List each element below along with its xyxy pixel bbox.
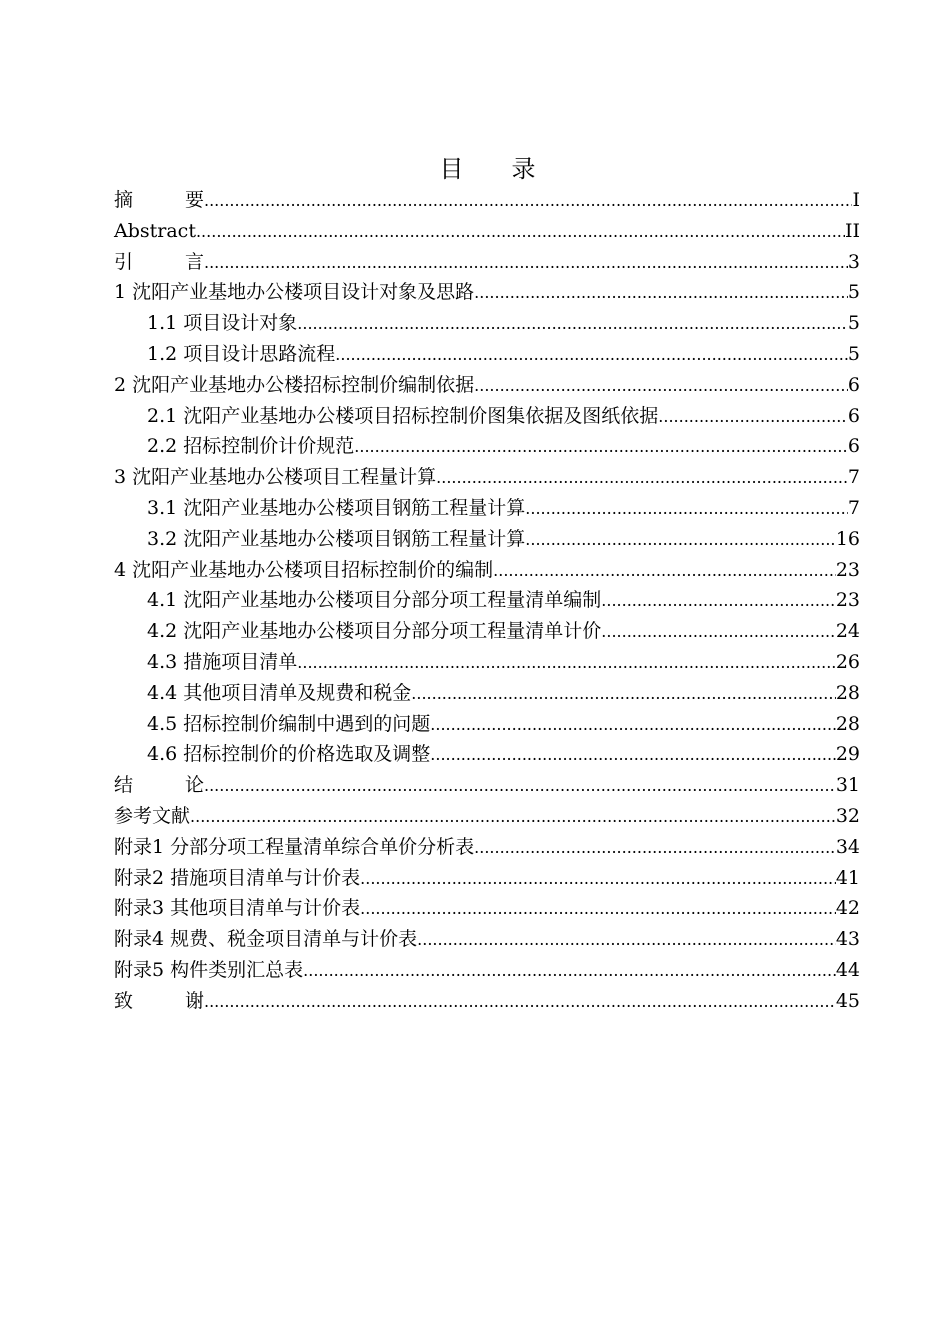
toc-leader-dots [474, 278, 848, 309]
toc-leader-dots [360, 894, 836, 925]
toc-page-number: 43 [835, 928, 860, 951]
toc-entry-label: Abstract [114, 219, 196, 242]
toc-entry[interactable] [114, 431, 860, 462]
toc-leader-dots [360, 864, 836, 895]
toc-leader-dots [354, 432, 848, 463]
toc-page-number: 26 [835, 650, 860, 673]
toc-entry-label: 4.5 招标控制价编制中遇到的问题 [147, 712, 431, 735]
toc-page-number: 34 [835, 835, 860, 858]
toc-entry[interactable] [114, 493, 860, 524]
table-of-contents [114, 185, 860, 1017]
toc-leader-dots [411, 679, 836, 710]
toc-entry[interactable] [114, 739, 860, 770]
toc-entry[interactable] [114, 308, 860, 339]
toc-entry[interactable] [114, 585, 860, 616]
toc-page-number: 28 [835, 681, 860, 704]
toc-leader-dots [204, 771, 836, 802]
toc-leader-dots [474, 833, 836, 864]
toc-page-number: 44 [835, 958, 860, 981]
toc-page-number: 42 [835, 897, 860, 920]
toc-entry[interactable] [114, 524, 860, 555]
toc-entry[interactable] [114, 709, 860, 740]
toc-entry-label: 参考文献 [114, 804, 191, 827]
toc-entry-label: 致 谢 [114, 989, 204, 1012]
toc-entry-label: 附录3 其他项目清单与计价表 [114, 897, 361, 920]
toc-entry-label: 2.1 沈阳产业基地办公楼项目招标控制价图集依据及图纸依据 [147, 404, 659, 427]
toc-leader-dots [204, 186, 852, 217]
toc-leader-dots [204, 248, 848, 279]
toc-leader-dots [474, 371, 848, 402]
toc-entry[interactable] [114, 247, 860, 278]
toc-page-number: 29 [835, 743, 860, 766]
toc-entry[interactable] [114, 955, 860, 986]
toc-entry[interactable] [114, 647, 860, 678]
toc-entry-label: 4.1 沈阳产业基地办公楼项目分部分项工程量清单编制 [147, 589, 602, 612]
toc-leader-dots [658, 402, 848, 433]
toc-entry-label: 1.1 项目设计对象 [147, 312, 298, 335]
toc-page-number: 23 [835, 558, 860, 581]
toc-entry-label: 2 沈阳产业基地办公楼招标控制价编制依据 [114, 373, 475, 396]
toc-page-number: I [852, 189, 860, 211]
toc-entry-label: 4.2 沈阳产业基地办公楼项目分部分项工程量清单计价 [147, 620, 602, 643]
toc-entry-label: 4.6 招标控制价的价格选取及调整 [147, 743, 431, 766]
toc-entry[interactable] [114, 185, 860, 216]
toc-entry-label: 附录5 构件类别汇总表 [114, 958, 304, 981]
toc-page-number: 6 [847, 404, 860, 427]
toc-entry-label: 附录2 措施项目清单与计价表 [114, 866, 361, 889]
toc-page-number: 32 [835, 804, 860, 827]
toc-leader-dots [436, 463, 848, 494]
toc-leader-dots [196, 217, 845, 248]
toc-entry-label: 1 沈阳产业基地办公楼项目设计对象及思路 [114, 281, 475, 304]
toc-title: 目 录 [439, 155, 536, 183]
toc-entry-label: 2.2 招标控制价计价规范 [147, 435, 355, 458]
toc-leader-dots [601, 586, 836, 617]
toc-leader-dots [493, 556, 836, 587]
toc-leader-dots [190, 802, 836, 833]
toc-page-number: 45 [835, 989, 860, 1012]
toc-page-number: 23 [835, 589, 860, 612]
toc-entry[interactable] [114, 924, 860, 955]
toc-leader-dots [525, 525, 836, 556]
toc-entry[interactable] [114, 555, 860, 586]
toc-entry[interactable] [114, 832, 860, 863]
toc-entry-label: 3.1 沈阳产业基地办公楼项目钢筋工程量计算 [147, 496, 526, 519]
toc-entry[interactable] [114, 370, 860, 401]
toc-page-number: 24 [835, 620, 860, 643]
toc-entry[interactable] [114, 277, 860, 308]
toc-page-number: II [844, 219, 860, 242]
toc-leader-dots [297, 309, 848, 340]
toc-leader-dots [335, 340, 848, 371]
toc-entry[interactable] [114, 986, 860, 1017]
toc-page-number: 5 [847, 312, 860, 335]
toc-page-number: 6 [847, 373, 860, 396]
toc-page-number: 3 [847, 250, 860, 273]
toc-entry-label: 附录1 分部分项工程量清单综合单价分析表 [114, 835, 475, 858]
toc-page-number: 6 [847, 435, 860, 458]
toc-leader-dots [525, 494, 848, 525]
toc-entry[interactable] [114, 863, 860, 894]
toc-entry-label: 4.4 其他项目清单及规费和税金 [147, 681, 412, 704]
toc-leader-dots [430, 710, 836, 741]
toc-leader-dots [204, 987, 836, 1018]
toc-entry-label: 4.3 措施项目清单 [147, 650, 298, 673]
toc-entry-label: 引 言 [114, 250, 204, 273]
toc-entry[interactable] [114, 616, 860, 647]
toc-entry-label: 摘 要 [114, 189, 204, 211]
toc-entry[interactable] [114, 401, 860, 432]
toc-page-number: 28 [835, 712, 860, 735]
toc-leader-dots [601, 617, 836, 648]
toc-page-number: 5 [847, 342, 860, 365]
toc-page-number: 16 [835, 527, 860, 550]
toc-entry[interactable] [114, 801, 860, 832]
toc-entry[interactable] [114, 770, 860, 801]
toc-entry[interactable] [114, 339, 860, 370]
toc-entry-label: 3.2 沈阳产业基地办公楼项目钢筋工程量计算 [147, 527, 526, 550]
toc-entry-label: 4 沈阳产业基地办公楼项目招标控制价的编制 [114, 558, 494, 581]
toc-leader-dots [417, 925, 836, 956]
toc-page-number: 7 [847, 466, 860, 489]
toc-leader-dots [430, 740, 836, 771]
toc-entry-label: 结 论 [114, 774, 204, 797]
toc-entry[interactable] [114, 216, 860, 247]
toc-entry[interactable] [114, 462, 860, 493]
toc-entry[interactable] [114, 678, 860, 709]
toc-leader-dots [303, 956, 836, 987]
toc-entry-label: 附录4 规费、税金项目清单与计价表 [114, 928, 418, 951]
toc-leader-dots [297, 648, 836, 679]
toc-entry[interactable] [114, 893, 860, 924]
toc-page-number: 31 [835, 774, 860, 797]
toc-page-number: 41 [835, 866, 860, 889]
toc-page-number: 7 [847, 496, 860, 519]
toc-entry-label: 3 沈阳产业基地办公楼项目工程量计算 [114, 466, 437, 489]
toc-entry-label: 1.2 项目设计思路流程 [147, 342, 336, 365]
toc-page-number: 5 [847, 281, 860, 304]
